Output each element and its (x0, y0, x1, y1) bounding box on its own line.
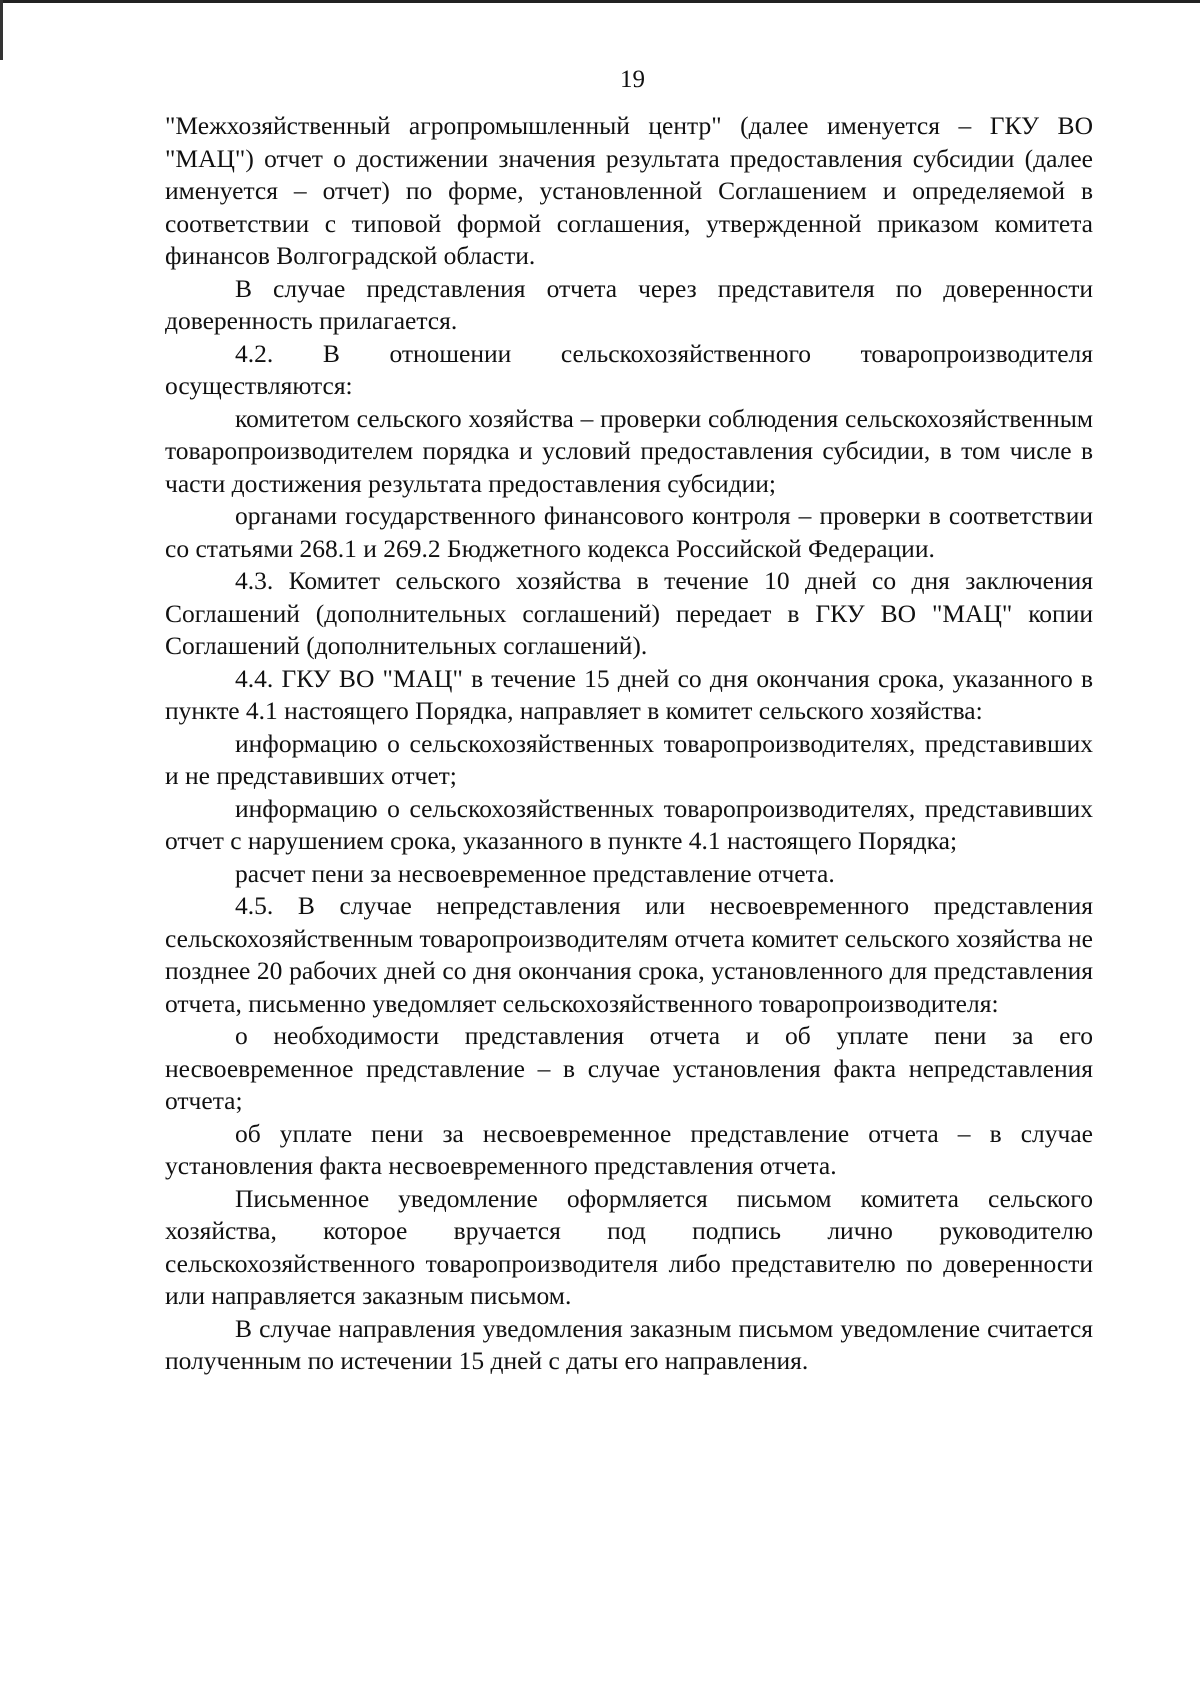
clause-4-5: 4.5. В случае непредставления или несвоевременного представления сельскохозяйственным товаропроизводителям отчета комитет сельского хозяйства не позднее 20 рабочих дней со дня окончания срока, установленного для представления отчета, письменно уведомляет сельскохозяйственного товаропроизводителя: (165, 891, 1093, 1018)
document-body (165, 110, 1093, 1378)
clause-4-2-item-2: органами государственного финансового контроля – проверки в соответствии со статьями 268.1 и 269.2 Бюджетного кодекса Российской Федерации. (165, 501, 1093, 563)
clause-4-3: 4.3. Комитет сельского хозяйства в течение 10 дней со дня заключения Соглашений (дополнительных соглашений) передает в ГКУ ВО "МАЦ" копии Соглашений (дополнительных соглашений). (165, 566, 1093, 660)
clause-4-4-item-1: информацию о сельскохозяйственных товаропроизводителях, представивших и не представивших отчет; (165, 728, 1093, 790)
clause-4-4-item-2: информацию о сельскохозяйственных товаропроизводителях, представивших отчет с нарушением срока, указанного в пункте 4.1 настоящего Порядка; (165, 793, 1093, 855)
page-top-border (0, 0, 1200, 3)
clause-4-2-item-1: комитетом сельского хозяйства – проверки соблюдения сельскохозяйственным товаропроизводителем порядка и условий предоставления субсидии, в том числе в части достижения результата предоставления субсидии; (165, 403, 1093, 498)
page-number: 19 (620, 66, 645, 93)
clause-4-5-item-2: об уплате пени за несвоевременное представление отчета – в случае установления факта несвоевременного представления отчета. (165, 1118, 1093, 1180)
scan-edge-mark (0, 0, 3, 60)
paragraph-proxy-note: В случае представления отчета через представителя по доверенности доверенность прилагается. (165, 273, 1093, 335)
clause-4-4: 4.4. ГКУ ВО "МАЦ" в течение 15 дней со дня окончания срока, указанного в пункте 4.1 настоящего Порядка, направляет в комитет сельского хозяйства: (165, 663, 1093, 725)
clause-4-4-item-3: расчет пени за несвоевременное представление отчета. (235, 858, 835, 888)
paragraph-registered-mail: В случае направления уведомления заказным письмом уведомление считается полученным по истечении 15 дней с даты его направления. (165, 1313, 1093, 1375)
paragraph-written-notice: Письменное уведомление оформляется письмом комитета сельского хозяйства, которое вручается под подпись лично руководителю сельскохозяйственного товаропроизводителя либо представителю по доверенности или направляется заказным письмом. (165, 1183, 1093, 1310)
paragraph-continuation: "Межхозяйственный агропромышленный центр" (далее именуется – ГКУ ВО "МАЦ") отчет о достижении значения результата предоставления субсидии (далее именуется – отчет) по форме, установленной Соглашением и определяемой в соответствии с типовой формой соглашения, утвержденной приказом комитета финансов Волгоградской области. (165, 111, 1093, 270)
clause-4-2: 4.2. В отношении сельскохозяйственного товаропроизводителя осуществляются: (165, 338, 1093, 400)
clause-4-5-item-1: о необходимости представления отчета и об уплате пени за его несвоевременное представление – в случае установления факта непредставления отчета; (165, 1021, 1093, 1115)
